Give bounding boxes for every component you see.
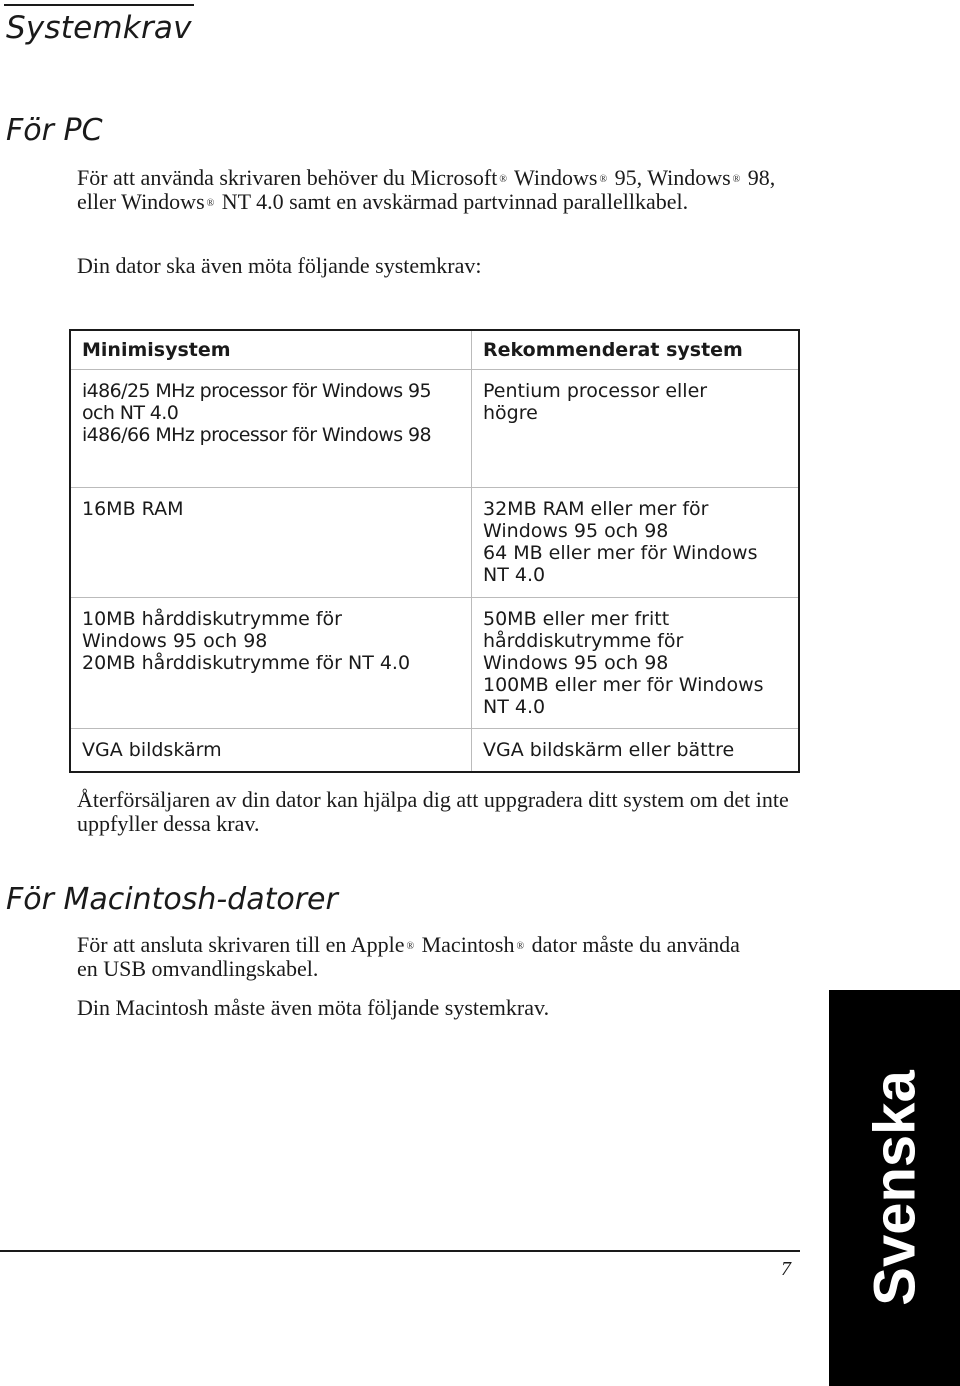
header-recommended: Rekommenderat system: [472, 330, 800, 370]
cell-min-display: [70, 729, 472, 773]
header-minimum: Minimisystem: [70, 330, 472, 370]
cell-line: Pentium processor eller högre: [483, 380, 708, 424]
mac-intro-text-3: dator måste du använda en USB omvandlingskabel.: [77, 932, 740, 981]
pc-intro-text-1: För att använda skrivaren behöver du Microsoft: [77, 165, 498, 190]
cell-rec-processor: [472, 370, 800, 488]
cell-line: 100MB eller mer för Windows NT 4.0: [483, 674, 764, 718]
cell-line: 16MB RAM: [82, 498, 184, 520]
mac-intro-text-1: För att ansluta skrivaren till en Apple: [77, 932, 405, 957]
table-row: [70, 598, 799, 729]
language-tab: [829, 990, 960, 1386]
cell-line: i486/66 MHz processor för Windows 98: [82, 424, 431, 446]
pc-intro-paragraph: [77, 166, 807, 214]
registered-mark: ®: [499, 174, 507, 185]
cell-rec-disk: [472, 598, 800, 729]
mac-requirements-intro: Din Macintosh måste även möta följande systemkrav.: [77, 995, 550, 1020]
cell-rec-ram: [472, 488, 800, 598]
mac-intro-paragraph: [77, 933, 757, 981]
table-row: [70, 488, 799, 598]
pc-intro-text-2: Windows: [508, 165, 598, 190]
page-title: Systemkrav: [6, 10, 192, 46]
upgrade-note: Återförsäljaren av din dator kan hjälpa dig att uppgradera ditt system om det inte uppfyller dessa krav.: [77, 787, 789, 836]
registered-mark: ®: [516, 941, 525, 952]
cell-min-disk: [70, 598, 472, 729]
pc-intro-text-5: NT 4.0 samt en avskärmad partvinnad parallellkabel.: [216, 189, 689, 214]
requirements-table: [69, 329, 800, 773]
table-header-row: [70, 330, 799, 370]
cell-line: i486/25 MHz processor för Windows 95 och NT 4.0: [82, 380, 431, 424]
pc-requirements-intro: Din dator ska även möta följande systemkrav:: [77, 253, 482, 278]
pc-intro-text-4: 98, eller Windows: [77, 165, 776, 214]
cell-min-ram: [70, 488, 472, 598]
cell-line: VGA bildskärm: [82, 739, 222, 761]
cell-min-processor: [70, 370, 472, 488]
mac-section-heading: För Macintosh-datorer: [6, 882, 338, 917]
language-tab-label: Svenska: [862, 1070, 927, 1306]
cell-line: VGA bildskärm eller bättre: [483, 739, 735, 761]
cell-rec-display: [472, 729, 800, 773]
cell-line: 32MB RAM eller mer för Windows 95 och 98: [483, 498, 709, 542]
mac-intro-text-2: Macintosh: [416, 932, 515, 957]
pc-intro-text-3: 95, Windows: [609, 165, 731, 190]
table-row: [70, 729, 799, 773]
page-number: 7: [781, 1258, 791, 1280]
registered-mark: ®: [732, 174, 741, 185]
pc-section-heading: För PC: [6, 113, 103, 148]
registered-mark: ®: [406, 941, 415, 952]
registered-mark: ®: [206, 198, 215, 209]
footer-rule: [0, 1250, 800, 1252]
cell-line: 20MB hårddiskutrymme för NT 4.0: [82, 652, 411, 674]
cell-line: 10MB hårddiskutrymme för Windows 95 och 98: [82, 608, 342, 652]
cell-line: 50MB eller mer fritt hårddiskutrymme för Windows 95 och 98: [483, 608, 684, 674]
registered-mark: ®: [599, 174, 608, 185]
cell-line: 64 MB eller mer för Windows NT 4.0: [483, 542, 758, 586]
table-row: [70, 370, 799, 488]
top-rule: [4, 4, 194, 6]
